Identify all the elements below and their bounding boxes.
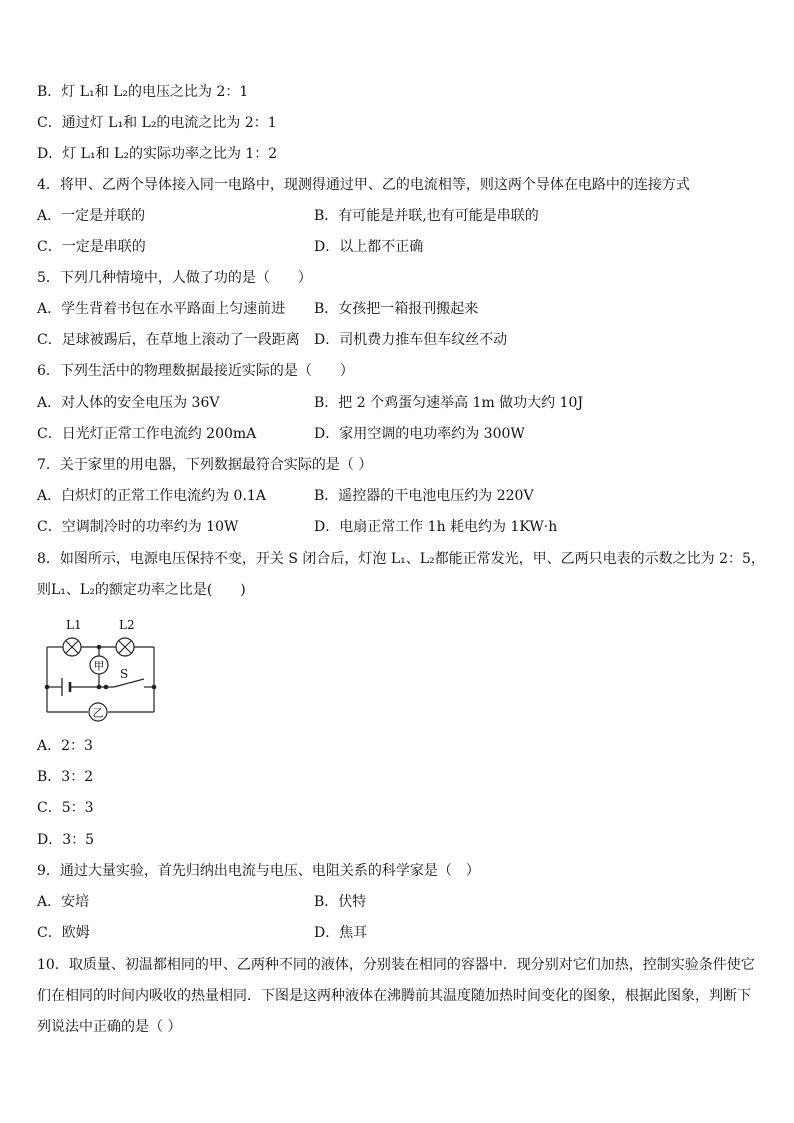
question-6-stem: 6．下列生活中的物理数据最接近实际的是（ ） xyxy=(37,363,354,379)
q8-option-a: A．2：3 xyxy=(37,738,93,754)
label-switch-s: S xyxy=(120,667,129,681)
label-l2: L2 xyxy=(119,618,135,632)
q5-option-b: B．女孩把一箱报刊搬起来 xyxy=(314,301,479,317)
lamp-l1-symbol xyxy=(63,638,81,656)
q7-option-c: C．空调制冷时的功率约为 10W xyxy=(37,519,239,535)
meter-yi-label: 乙 xyxy=(92,706,104,720)
q9-option-c: C．欧姆 xyxy=(37,925,90,941)
question-5-stem: 5．下列几种情境中，人做了功的是（ ） xyxy=(37,270,312,286)
option-prev-b: B．灯 L₁和 L₂的电压之比为 2：1 xyxy=(37,84,249,100)
question-8-stem: 8．如图所示，电源电压保持不变，开关 S 闭合后，灯泡 L₁、L₂都能正常发光，甲、乙两只电表的示数之比为 2：5， xyxy=(37,551,765,567)
q4-option-a: A．一定是并联的 xyxy=(37,208,146,224)
q6-option-b: B．把 2 个鸡蛋匀速举高 1m 做功大约 10J xyxy=(314,395,584,411)
question-8-stem-cont: 则L₁、L₂的额定功率之比是( ) xyxy=(37,582,246,598)
q6-option-c: C．日光灯正常工作电流约 200mA xyxy=(37,426,257,442)
question-10-stem-line2: 们在相同的时间内吸收的热量相同．下图是这两种液体在沸腾前其温度随加热时间变化的图象，根据此图象，判断下 xyxy=(37,988,751,1004)
option-prev-d: D．灯 L₁和 L₂的实际功率之比为 1：2 xyxy=(37,146,278,162)
q7-option-d: D．电扇正常工作 1h 耗电约为 1KW·h xyxy=(314,519,558,535)
q9-option-b: B．伏特 xyxy=(314,894,367,910)
question-10-stem-line1: 10．取质量、初温都相同的甲、乙两种不同的液体，分别装在相同的容器中．现分别对它们加热，控制实验条件使它 xyxy=(37,957,755,973)
circuit-diagram xyxy=(38,610,163,725)
q4-option-d: D．以上都不正确 xyxy=(314,239,424,255)
q9-option-d: D．焦耳 xyxy=(314,925,368,941)
q8-option-b: B．3：2 xyxy=(37,769,94,785)
question-7-stem: 7．关于家里的用电器，下列数据最符合实际的是（ ） xyxy=(37,457,373,473)
q6-option-a: A．对人体的安全电压为 36V xyxy=(37,395,220,411)
q7-option-a: A．白炽灯的正常工作电流约为 0.1A xyxy=(37,488,266,504)
q7-option-b: B．遥控器的干电池电压约为 220V xyxy=(314,488,534,504)
q4-option-c: C．一定是串联的 xyxy=(37,239,146,255)
meter-jia-label: 甲 xyxy=(93,659,105,673)
q9-option-a: A．安培 xyxy=(37,894,90,910)
option-prev-c: C．通过灯 L₁和 L₂的电流之比为 2：1 xyxy=(37,115,277,131)
question-4-stem: 4．将甲、乙两个导体接入同一电路中，现测得通过甲、乙的电流相等，则这两个导体在电路中的连接方式 xyxy=(37,177,690,193)
lamp-l2-symbol xyxy=(116,638,134,656)
q5-option-a: A．学生背着书包在水平路面上匀速前进 xyxy=(37,301,286,317)
q5-option-d: D．司机费力推车但车纹丝不动 xyxy=(314,332,508,348)
q5-option-c: C．足球被踢后，在草地上滚动了一段距离 xyxy=(37,332,300,348)
q6-option-d: D．家用空调的电功率约为 300W xyxy=(314,426,525,442)
q8-option-c: C．5：3 xyxy=(37,800,94,816)
q8-option-d: D．3：5 xyxy=(37,832,95,848)
label-l1: L1 xyxy=(66,618,82,632)
question-9-stem: 9．通过大量实验，首先归纳出电流与电压、电阻关系的科学家是（ ） xyxy=(37,863,480,879)
question-10-stem-line3: 列说法中正确的是（ ） xyxy=(37,1019,182,1035)
q4-option-b: B．有可能是并联,也有可能是串联的 xyxy=(314,208,539,224)
